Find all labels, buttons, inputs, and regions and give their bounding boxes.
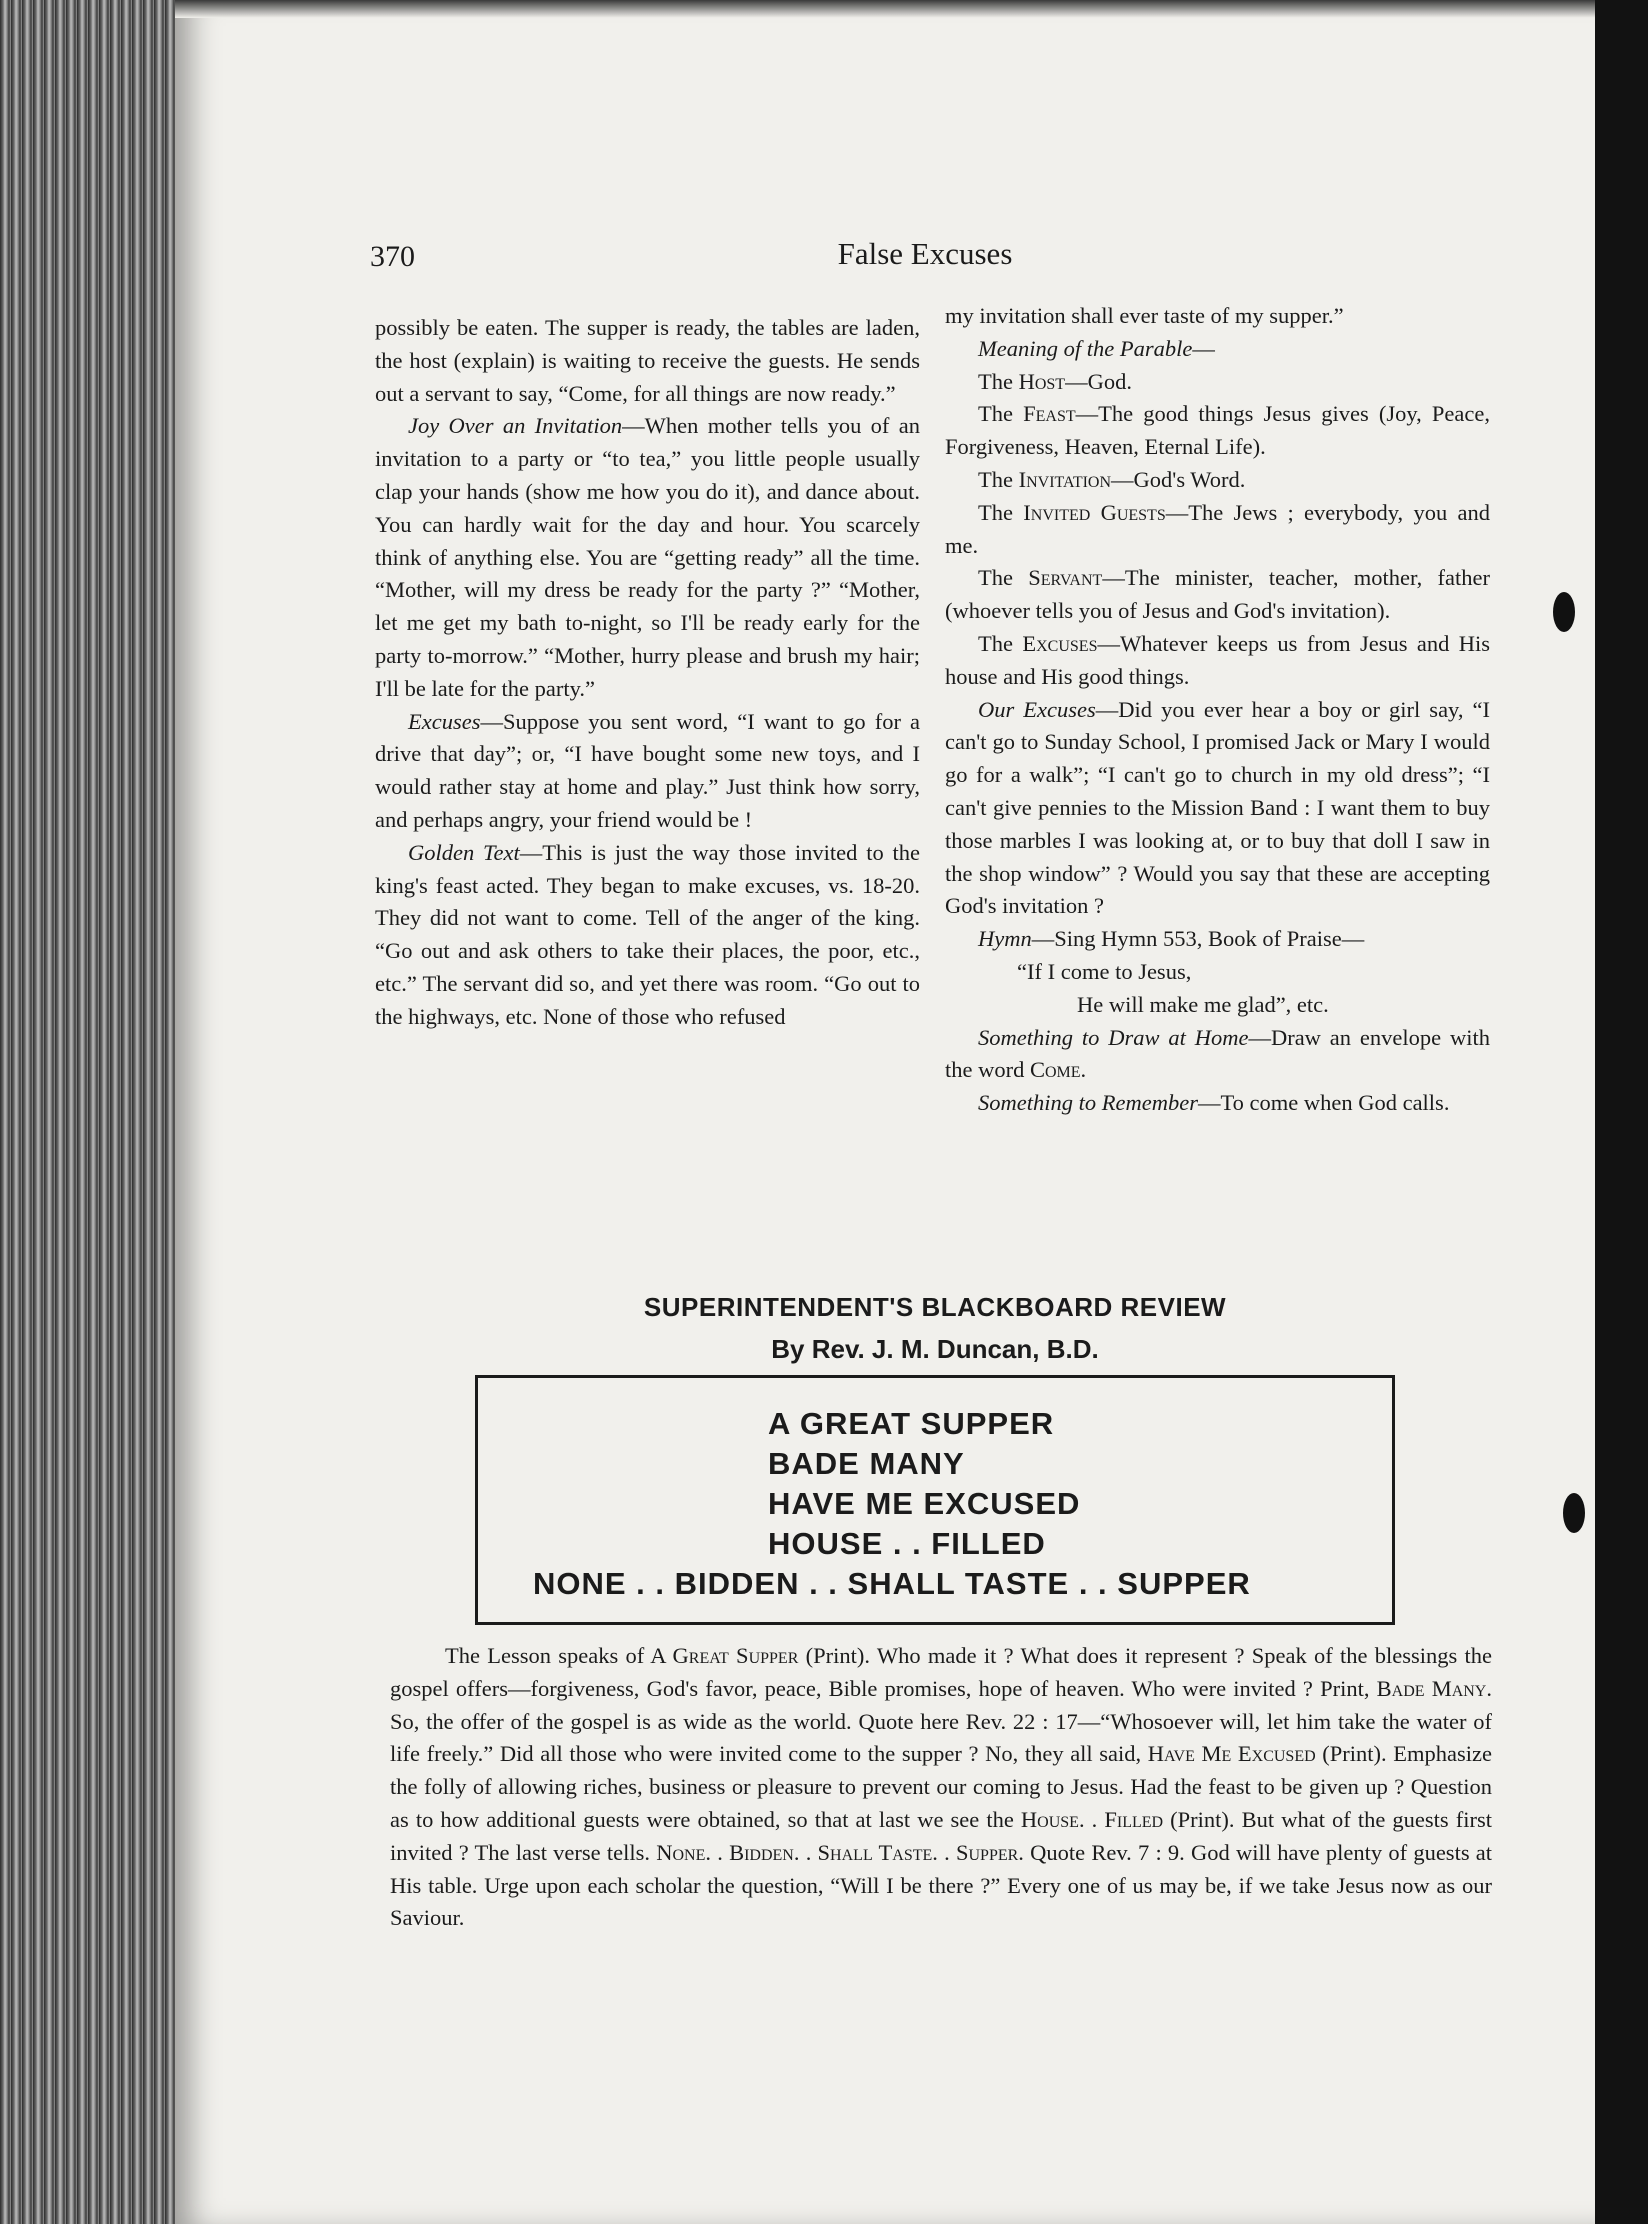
right-column-paragraph: Something to Remember—To come when God calls. <box>978 1090 1450 1116</box>
right-column-paragraph: The Servant—The minister, teacher, mother, father (whoever tells you of Jesus and God's invitation). <box>945 565 1490 624</box>
right-column-paragraph: my invitation shall ever taste of my supper.” <box>945 303 1344 328</box>
binding-hole-bottom <box>1563 1493 1585 1533</box>
right-column-paragraph: Meaning of the Parable— <box>978 335 1215 361</box>
right-column-paragraph: Something to Draw at Home—Draw an envelope with the word Come. <box>945 1024 1490 1083</box>
right-column-paragraph: “If I come to Jesus, <box>1017 958 1192 984</box>
right-column-paragraph: Hymn—Sing Hymn 553, Book of Praise— <box>978 926 1365 952</box>
blackboard-line: HAVE ME EXCUSED <box>768 1486 1081 1521</box>
right-column-paragraph: The Invitation—God's Word. <box>978 466 1246 492</box>
right-column-paragraph: He will make me glad”, etc. <box>1077 991 1329 1017</box>
right-column-paragraph: The Excuses—Whatever keeps us from Jesus and His house and His good things. <box>945 630 1490 689</box>
left-column-paragraph: Excuses—Suppose you sent word, “I want to go for a drive that day”; or, “I have bought some new toys, and I would rather stay at home and play.” Just think how sorry, and perhaps angry, your friend would be ! <box>375 708 920 832</box>
running-title: False Excuses <box>837 236 1013 271</box>
page-number: 370 <box>370 240 415 273</box>
scan-right-border <box>1595 0 1648 2224</box>
right-column <box>945 300 1490 1120</box>
blackboard-line: NONE . . BIDDEN . . SHALL TASTE . . SUPPER <box>533 1566 1251 1601</box>
explanation-paragraph: The Lesson speaks of A Great Supper (Print). Who made it ? What does it represent ? Speak of the blessings the gospel offers—forgiveness, God's favor, peace, Bible promises, hope of heaven. Who were invited ? Print, Bade Many. So, the offer of the gospel is as wide as the world. Quote here Rev. 22 : 17—“Whosoever will, let him take the water of life freely.” Did all those who were invited come to the supper ? No, they all said, Have Me Excused (Print). Emphasize the folly of allowing riches, business or pleasure to prevent our coming to Jesus. Had the feast to be given up ? Question as to how additional guests were obtained, so that at last we see the House. . Filled (Print). But what of the guests first invited ? The last verse tells. None. . Bidden. . Shall Taste. . Supper. Quote Rev. 7 : 9. God will have plenty of guests at His table. Urge upon each scholar the question, “Will I be there ?” Every one of us may be, if we take Jesus now as our Saviour. <box>390 1643 1493 1931</box>
binding-hole-top <box>1553 592 1575 632</box>
right-column-paragraph: The Invited Guests—The Jews ; everybody, you and me. <box>945 499 1490 558</box>
page-top-shadow <box>175 0 1595 18</box>
review-title: SUPERINTENDENT'S BLACKBOARD REVIEW <box>643 1292 1227 1322</box>
blackboard-line: A GREAT SUPPER <box>768 1406 1055 1441</box>
right-column-paragraph: The Host—God. <box>978 368 1132 394</box>
right-column-paragraph: The Feast—The good things Jesus gives (Joy, Peace, Forgiveness, Heaven, Eternal Life). <box>945 401 1490 460</box>
running-head <box>370 236 1480 280</box>
blackboard-line: BADE MANY <box>768 1446 965 1481</box>
left-column <box>375 312 920 1034</box>
right-column-paragraph: Our Excuses—Did you ever hear a boy or girl say, “I can't go to Sunday School, I promised Jack or Mary I would go for a walk”; “I can't go to church in my old dress”; “I can't give pennies to the Mission Band : I want them to buy those marbles I was looking at, or to buy that doll I saw in the shop window” ? Would you say that these are accepting God's invitation ? <box>945 696 1490 919</box>
blackboard-box <box>475 1375 1395 1625</box>
review-byline: By Rev. J. M. Duncan, B.D. <box>771 1334 1099 1364</box>
blackboard-line: HOUSE . . FILLED <box>768 1526 1046 1561</box>
left-column-paragraph: Golden Text—This is just the way those invited to the king's feast acted. They began to make excuses, vs. 18-20. They did not want to come. Tell of the anger of the king. “Go out and ask others to take their places, the poor, etc., etc.” The servant did so, and yet there was room. “Go out to the highways, etc. None of those who refused <box>375 839 920 1029</box>
review-explanation <box>390 1640 1492 1935</box>
left-column-paragraph: possibly be eaten. The supper is ready, the tables are laden, the host (explain) is waiting to receive the guests. He sends out a servant to say, “Come, for all things are now ready.” <box>375 315 920 406</box>
left-column-paragraph: Joy Over an Invitation—When mother tells you of an invitation to a party or “to tea,” you little people usually clap your hands (show me how you do it), and dance about. You can hardly wait for the day and hour. You scarcely think of anything else. You are “getting ready” all the time. “Mother, will my dress be ready for the party ?” “Mother, let me get my bath to-night, so I'll be ready early for the party to-morrow.” “Mother, hurry please and brush my hair; I'll be late for the party.” <box>375 413 920 701</box>
book-page-edges <box>0 0 200 2224</box>
